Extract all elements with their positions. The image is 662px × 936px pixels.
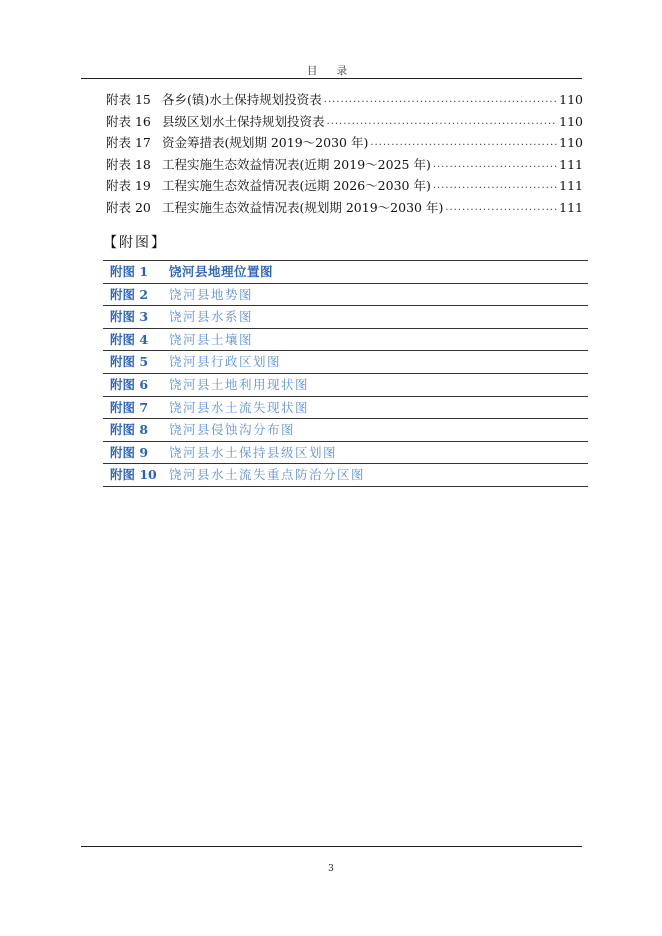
toc-entry-number: 附表 15 [106,92,151,107]
toc-entry-number: 附表 19 [106,178,151,194]
toc-entry[interactable] [106,89,583,111]
toc-entry[interactable] [106,175,583,197]
figure-number-link[interactable]: 附图 4 [103,328,162,351]
figure-number-link[interactable]: 附图 5 [103,351,162,374]
figure-row[interactable] [103,441,588,464]
figure-number-link[interactable]: 附图 10 [103,464,162,487]
figure-title-link[interactable]: 饶河县侵蚀沟分布图 [162,419,588,442]
figure-title-link[interactable]: 饶河县土壤图 [162,328,588,351]
toc-entry-page: 111 [559,156,583,172]
figure-row[interactable] [103,306,588,329]
figure-number-link[interactable]: 附图 7 [103,396,162,419]
toc-leader-dots [433,154,557,176]
toc-entry-number: 附表 16 [106,113,151,129]
figure-number-link[interactable]: 附图 1 [103,261,162,284]
toc-entry-page: 111 [559,199,583,215]
footer-rule [81,846,582,847]
toc-entry[interactable] [106,132,583,154]
figure-row[interactable] [103,261,588,284]
toc-entry-title: 工程实施生态效益情况表(近期 2019～2025 年) [162,156,431,172]
toc-entry-page: 110 [559,135,583,151]
figure-title-link[interactable]: 饶河县水系图 [162,306,588,329]
figure-title-link[interactable]: 饶河县地势图 [162,283,588,306]
toc-entry-number: 附表 17 [106,135,151,151]
header-rule [81,78,582,79]
toc-entry-number: 附表 20 [106,199,151,215]
figures-section-heading: 【附图】 [103,235,167,251]
figure-title-link[interactable]: 饶河县水土保持县级区划图 [162,441,588,464]
toc-entry[interactable] [106,111,583,133]
toc-leader-dots [327,111,558,133]
figure-title-link[interactable]: 饶河县地理位置图 [162,261,588,284]
running-header: 目 录 [306,65,356,77]
toc-leader-dots [324,89,557,111]
toc-entry-number: 附表 18 [106,156,151,172]
figure-row[interactable] [103,373,588,396]
toc-entry[interactable] [106,154,583,176]
figure-title-link[interactable]: 饶河县水土流失现状图 [162,396,588,419]
toc-entry-title: 各乡(镇)水土保持规划投资表 [162,92,322,107]
toc-entry-title: 县级区划水土保持规划投资表 [162,113,325,129]
toc-entry-title: 资金筹措表(规划期 2019～2030 年) [162,135,369,151]
figure-row[interactable] [103,351,588,374]
toc-entry[interactable] [106,197,583,219]
figure-number-link[interactable]: 附图 2 [103,283,162,306]
figure-title-link[interactable]: 饶河县行政区划图 [162,351,588,374]
toc-list [106,89,583,219]
figure-number-link[interactable]: 附图 6 [103,373,162,396]
figure-row[interactable] [103,396,588,419]
toc-entry-page: 111 [559,178,583,194]
toc-leader-dots [445,197,557,219]
figure-title-link[interactable]: 饶河县水土流失重点防治分区图 [162,464,588,487]
page-number: 3 [328,864,334,874]
figure-row[interactable] [103,419,588,442]
toc-entry-page: 110 [559,113,583,129]
figure-row[interactable] [103,328,588,351]
figure-number-link[interactable]: 附图 3 [103,306,162,329]
figures-table [103,260,588,487]
toc-leader-dots [370,132,557,154]
figure-row[interactable] [103,283,588,306]
figure-number-link[interactable]: 附图 8 [103,419,162,442]
toc-entry-title: 工程实施生态效益情况表(远期 2026～2030 年) [162,178,431,194]
figure-number-link[interactable]: 附图 9 [103,441,162,464]
toc-leader-dots [433,175,557,197]
figure-row[interactable] [103,464,588,487]
figure-title-link[interactable]: 饶河县土地利用现状图 [162,373,588,396]
toc-entry-page: 110 [559,92,583,107]
toc-entry-title: 工程实施生态效益情况表(规划期 2019～2030 年) [162,199,444,215]
